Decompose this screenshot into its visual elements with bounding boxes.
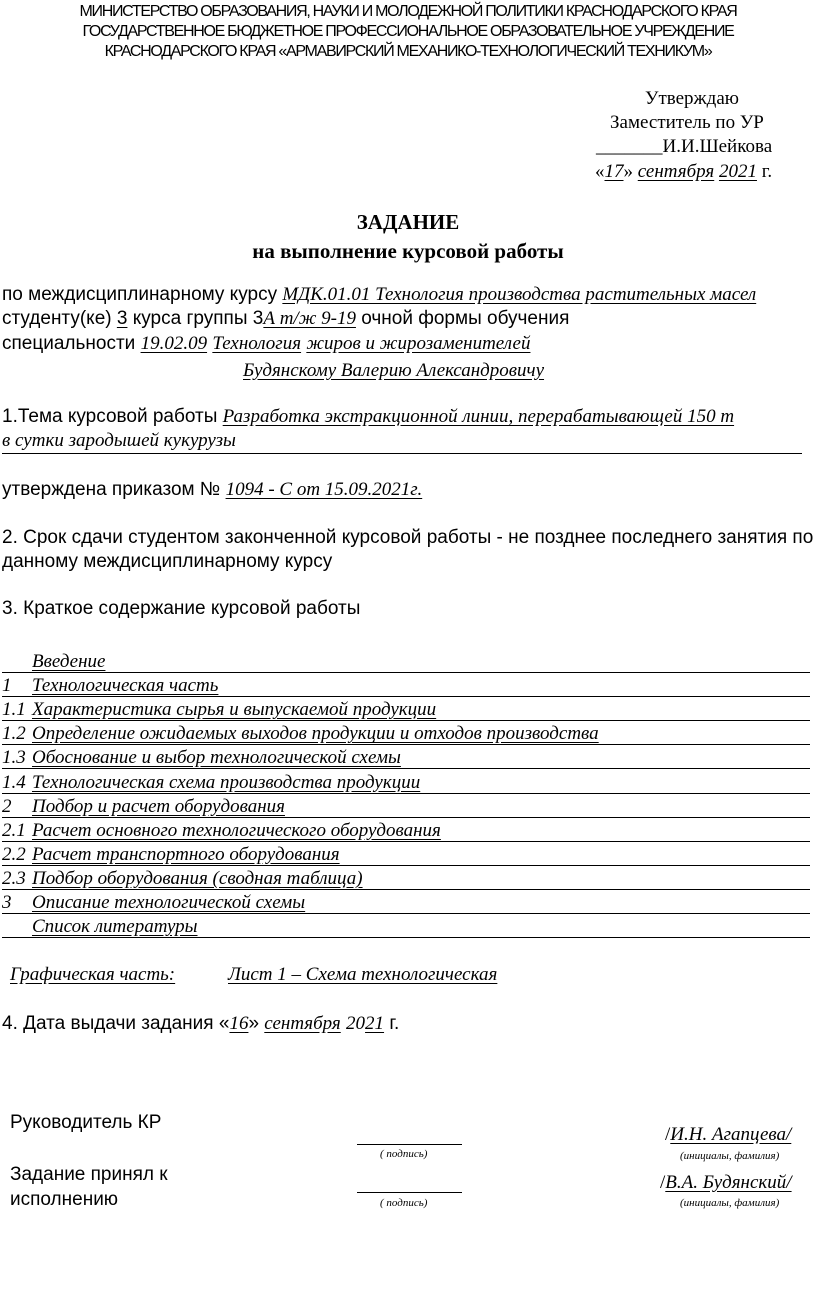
student-signature-line: [357, 1192, 462, 1193]
order-value: 1094 - С от 15.09.2021г.: [225, 479, 423, 500]
content-item-line: [2, 720, 810, 721]
content-item-text: Характеристика сырья и выпускаемой продукции: [32, 699, 437, 721]
content-item-number: 1.2: [2, 723, 26, 745]
content-item-number: 1.4: [2, 771, 26, 793]
leader-name-caption: (инициалы, фамилия): [680, 1150, 780, 1162]
approver-position: Заместитель по УР: [610, 112, 764, 133]
course-line: по междисциплинарному курсу МДК.01.01 Технология производства растительных масел: [2, 284, 757, 305]
content-item-number: 3: [2, 892, 12, 913]
student-name-caption: (инициалы, фамилия): [680, 1197, 780, 1209]
leader-label: Руководитель КР: [10, 1112, 162, 1133]
content-item-text: Обоснование и выбор технологической схемы: [32, 747, 401, 769]
header-technikum: КРАСНОДАРСКОГО КРАЯ «АРМАВИРСКИЙ МЕХАНИКО-ТЕХНОЛОГИЧЕСКИЙ ТЕХНИКУМ»: [104, 43, 712, 60]
student-name-field: /В.А. Будянский/: [660, 1172, 792, 1193]
content-item-text: Технологическая часть: [32, 675, 219, 697]
content-item-text: Технологическая схема производства продукции: [32, 771, 421, 793]
leader-sign-caption: ( подпись): [380, 1148, 428, 1160]
content-item-number: 1.1: [2, 699, 26, 721]
content-item-line: [2, 672, 810, 673]
approval-year: 2021: [718, 161, 757, 182]
topic-line2: в сутки зародышей кукурузы: [2, 430, 236, 451]
approval-day: 17: [604, 161, 624, 182]
approver-signature-line: _______И.И.Шейкова: [596, 136, 773, 157]
content-item-text: Описание технологической схемы: [32, 892, 306, 913]
accepted-label-2: исполнению: [10, 1189, 119, 1210]
document-subtitle: на выполнение курсовой работы: [252, 239, 564, 263]
graphic-label: Графическая часть:: [10, 964, 176, 985]
content-item-line: [2, 841, 810, 842]
deadline-line2: данному междисциплинарному курсу: [2, 551, 333, 572]
approval-date: «17» сентября 2021 г.: [595, 161, 773, 182]
topic-value: Разработка экстракционной линии, перерабатывающей 150 т: [222, 406, 735, 427]
content-item-line: [2, 768, 810, 769]
content-item-text: Введение: [32, 651, 106, 672]
content-item-number: 1.3: [2, 747, 26, 769]
issue-day: 16: [229, 1013, 249, 1034]
deadline-line1: 2. Срок сдачи студентом законченной курсовой работы - не позднее последнего занятия по: [2, 527, 814, 548]
student-sign-name: В.А. Будянский/: [665, 1172, 792, 1193]
student-year: 3: [116, 308, 128, 329]
content-title: 3. Краткое содержание курсовой работы: [2, 598, 361, 619]
accepted-label-1: Задание принял к: [10, 1164, 168, 1185]
approval-month: сентября: [637, 161, 715, 182]
content-item-text: Расчет транспортного оборудования: [32, 843, 340, 865]
header-institution: ГОСУДАРСТВЕННОЕ БЮДЖЕТНОЕ ПРОФЕССИОНАЛЬНОЕ ОБРАЗОВАТЕЛЬНОЕ УЧРЕЖДЕНИЕ: [82, 23, 734, 40]
content-item-number: 2.3: [2, 867, 26, 889]
content-item-text: Список литературы: [32, 916, 198, 938]
specialty-line: специальности 19.02.09 Технология жиров и жирозаменителей: [2, 333, 531, 354]
student-name: Будянскому Валерию Александровичу: [243, 360, 545, 381]
content-item-line: [2, 817, 810, 818]
content-item-line: [2, 937, 810, 938]
specialty-code: 19.02.09: [140, 333, 208, 354]
content-item-number: 2: [2, 795, 12, 817]
content-item-number: 2.1: [2, 819, 26, 841]
content-item-line: [2, 744, 810, 745]
content-item-text: Расчет основного технологического оборудования: [32, 819, 441, 841]
leader-name-field: /И.Н. Агапцева/: [665, 1124, 792, 1145]
approve-label: Утверждаю: [645, 88, 739, 109]
header-ministry: МИНИСТЕРСТВО ОБРАЗОВАНИЯ, НАУКИ И МОЛОДЕЖНОЙ ПОЛИТИКИ КРАСНОДАРСКОГО КРАЯ: [79, 3, 737, 20]
leader-signature-line: [357, 1144, 462, 1145]
issue-date-line: 4. Дата выдачи задания «16» сентября 2021 г.: [2, 1013, 400, 1034]
graphic-value: Лист 1 – Схема технологическая: [228, 964, 498, 985]
content-item-number: 1: [2, 675, 12, 697]
content-item-line: [2, 889, 810, 890]
topic-line: 1.Тема курсовой работы Разработка экстракционной линии, перерабатывающей 150 т: [2, 406, 735, 427]
student-line: студенту(ке) 3 курса группы 3А т/ж 9-19 очной формы обучения: [2, 308, 570, 329]
content-item-text: Подбор и расчет оборудования: [32, 795, 285, 817]
content-item-line: [2, 793, 810, 794]
content-item-number: 2.2: [2, 843, 26, 865]
student-sign-caption: ( подпись): [380, 1197, 428, 1209]
content-item-text: Определение ожидаемых выходов продукции и отходов производства: [32, 723, 599, 745]
document-title: ЗАДАНИЕ: [356, 210, 460, 234]
content-item-line: [2, 865, 810, 866]
order-line: утверждена приказом № 1094 - С от 15.09.2021г.: [2, 479, 423, 500]
group-value: А т/ж 9-19: [263, 308, 356, 329]
topic-underline: [2, 453, 802, 454]
course-value: МДК.01.01 Технология производства растительных масел: [282, 284, 757, 305]
content-item-text: Подбор оборудования (сводная таблица): [32, 867, 363, 889]
leader-name: И.Н. Агапцева/: [670, 1124, 792, 1145]
approver-name: И.И.Шейкова: [662, 136, 773, 157]
issue-month: сентября: [264, 1013, 341, 1034]
content-item-line: [2, 913, 810, 914]
content-item-line: [2, 696, 810, 697]
